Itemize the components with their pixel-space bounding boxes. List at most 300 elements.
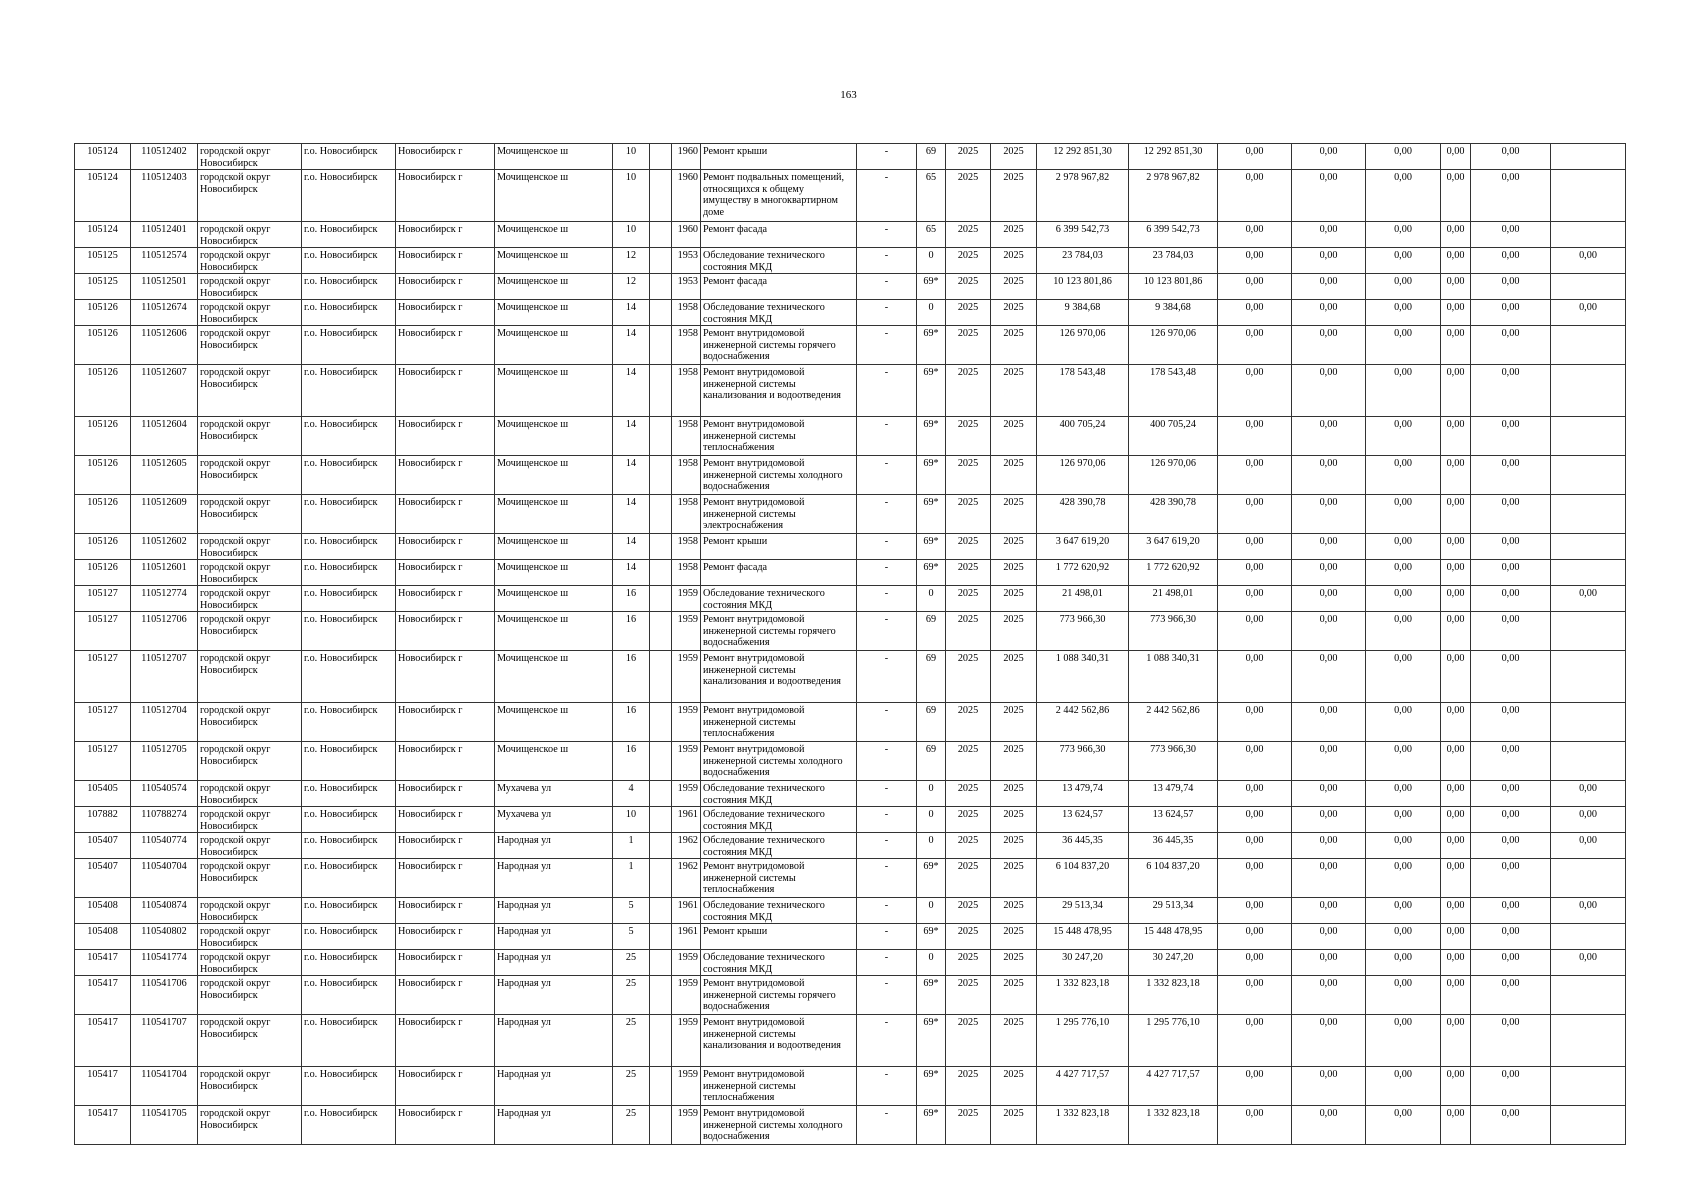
cell-urban-district: г.о. Новосибирск	[302, 365, 396, 417]
cell-street: Народная ул	[495, 976, 613, 1015]
cell-wear-percent: 69*	[917, 534, 946, 560]
cell-year-start: 2025	[946, 274, 991, 300]
cell-year-start: 2025	[946, 703, 991, 742]
cell-work-type: Ремонт внутридомовой инженерной системы горячего водоснабжения	[701, 976, 857, 1015]
cell-dash: -	[857, 950, 917, 976]
cell-house-number: 1	[613, 859, 650, 898]
cell-year-end: 2025	[991, 742, 1037, 781]
cell-record-id: 105124	[75, 222, 131, 248]
cell-street: Мочищенское ш	[495, 651, 613, 703]
cell-city: Новосибирск г	[396, 1015, 495, 1067]
cell-regional: 0,00	[1292, 274, 1366, 300]
cell-extra	[1551, 326, 1626, 365]
cell-owners: 0,00	[1441, 950, 1471, 976]
cell-local: 0,00	[1366, 248, 1441, 274]
cell-regional: 0,00	[1292, 924, 1366, 950]
cell-extra	[1551, 703, 1626, 742]
cell-record-id: 105126	[75, 300, 131, 326]
cell-city: Новосибирск г	[396, 417, 495, 456]
cell-local: 0,00	[1366, 495, 1441, 534]
cell-work-type: Обследование технического состояния МКД	[701, 898, 857, 924]
cell-work-code: 110540574	[131, 781, 198, 807]
cell-house-number: 10	[613, 222, 650, 248]
cell-work-type: Ремонт фасада	[701, 560, 857, 586]
cell-record-id: 105127	[75, 586, 131, 612]
cell-city: Новосибирск г	[396, 144, 495, 170]
cell-record-id: 105408	[75, 924, 131, 950]
cell-wear-percent: 69	[917, 651, 946, 703]
cell-house-number: 14	[613, 495, 650, 534]
cell-wear-percent: 0	[917, 807, 946, 833]
cell-municipality: городской округ Новосибирск	[198, 170, 302, 222]
cell-owners: 0,00	[1441, 417, 1471, 456]
cell-urban-district: г.о. Новосибирск	[302, 1106, 396, 1145]
cell-house-number: 12	[613, 274, 650, 300]
cell-other: 0,00	[1471, 495, 1551, 534]
cell-house-number: 25	[613, 1015, 650, 1067]
cell-city: Новосибирск г	[396, 326, 495, 365]
table-body	[75, 144, 1626, 1145]
cell-total-cost: 773 966,30	[1037, 742, 1129, 781]
cell-record-id: 105126	[75, 560, 131, 586]
cell-work-type: Ремонт внутридомовой инженерной системы теплоснабжения	[701, 703, 857, 742]
cell-building	[650, 612, 672, 651]
cell-street: Мочищенское ш	[495, 560, 613, 586]
cell-total-cost: 400 705,24	[1037, 417, 1129, 456]
cell-regional: 0,00	[1292, 1067, 1366, 1106]
cell-other: 0,00	[1471, 807, 1551, 833]
cell-build-year: 1953	[672, 274, 701, 300]
cell-municipality: городской округ Новосибирск	[198, 534, 302, 560]
cell-regional: 0,00	[1292, 495, 1366, 534]
cell-other: 0,00	[1471, 781, 1551, 807]
cell-street: Народная ул	[495, 950, 613, 976]
cell-total-cost: 10 123 801,86	[1037, 274, 1129, 300]
cell-work-code: 110540802	[131, 924, 198, 950]
cell-regional: 0,00	[1292, 365, 1366, 417]
cell-wear-percent: 0	[917, 833, 946, 859]
cell-urban-district: г.о. Новосибирск	[302, 742, 396, 781]
cell-dash: -	[857, 651, 917, 703]
cell-year-end: 2025	[991, 365, 1037, 417]
cell-federal: 0,00	[1218, 950, 1292, 976]
cell-record-id: 105124	[75, 170, 131, 222]
cell-year-end: 2025	[991, 833, 1037, 859]
cell-local: 0,00	[1366, 326, 1441, 365]
cell-work-type: Ремонт внутридомовой инженерной системы горячего водоснабжения	[701, 612, 857, 651]
cell-regional: 0,00	[1292, 417, 1366, 456]
cell-total-cost: 126 970,06	[1037, 326, 1129, 365]
cell-city: Новосибирск г	[396, 898, 495, 924]
table-row	[75, 612, 1626, 651]
cell-dash: -	[857, 534, 917, 560]
cell-building	[650, 248, 672, 274]
cell-building	[650, 703, 672, 742]
cell-work-type: Обследование технического состояния МКД	[701, 781, 857, 807]
cell-fund-cost: 15 448 478,95	[1129, 924, 1218, 950]
cell-other: 0,00	[1471, 1015, 1551, 1067]
cell-wear-percent: 69	[917, 144, 946, 170]
cell-house-number: 14	[613, 326, 650, 365]
table-row	[75, 703, 1626, 742]
cell-urban-district: г.о. Новосибирск	[302, 859, 396, 898]
cell-street: Мочищенское ш	[495, 326, 613, 365]
cell-fund-cost: 1 088 340,31	[1129, 651, 1218, 703]
cell-owners: 0,00	[1441, 703, 1471, 742]
cell-dash: -	[857, 612, 917, 651]
table-row	[75, 1106, 1626, 1145]
cell-federal: 0,00	[1218, 703, 1292, 742]
cell-urban-district: г.о. Новосибирск	[302, 807, 396, 833]
cell-urban-district: г.о. Новосибирск	[302, 612, 396, 651]
cell-extra	[1551, 924, 1626, 950]
cell-municipality: городской округ Новосибирск	[198, 1067, 302, 1106]
cell-work-code: 110541706	[131, 976, 198, 1015]
cell-build-year: 1958	[672, 495, 701, 534]
cell-other: 0,00	[1471, 651, 1551, 703]
cell-year-start: 2025	[946, 248, 991, 274]
cell-house-number: 10	[613, 144, 650, 170]
cell-record-id: 105417	[75, 1015, 131, 1067]
cell-municipality: городской округ Новосибирск	[198, 495, 302, 534]
cell-build-year: 1960	[672, 170, 701, 222]
cell-local: 0,00	[1366, 651, 1441, 703]
cell-building	[650, 807, 672, 833]
cell-local: 0,00	[1366, 560, 1441, 586]
cell-regional: 0,00	[1292, 898, 1366, 924]
cell-year-start: 2025	[946, 300, 991, 326]
cell-record-id: 105127	[75, 651, 131, 703]
cell-building	[650, 170, 672, 222]
cell-owners: 0,00	[1441, 859, 1471, 898]
cell-building	[650, 950, 672, 976]
cell-building	[650, 1067, 672, 1106]
cell-building	[650, 586, 672, 612]
cell-work-code: 110512674	[131, 300, 198, 326]
cell-local: 0,00	[1366, 612, 1441, 651]
cell-municipality: городской округ Новосибирск	[198, 1106, 302, 1145]
cell-work-type: Ремонт фасада	[701, 274, 857, 300]
cell-work-type: Ремонт внутридомовой инженерной системы холодного водоснабжения	[701, 456, 857, 495]
cell-urban-district: г.о. Новосибирск	[302, 781, 396, 807]
cell-urban-district: г.о. Новосибирск	[302, 456, 396, 495]
cell-federal: 0,00	[1218, 274, 1292, 300]
cell-federal: 0,00	[1218, 859, 1292, 898]
cell-wear-percent: 69*	[917, 859, 946, 898]
cell-building	[650, 560, 672, 586]
cell-year-start: 2025	[946, 781, 991, 807]
cell-owners: 0,00	[1441, 1015, 1471, 1067]
cell-extra	[1551, 1067, 1626, 1106]
cell-work-code: 110512602	[131, 534, 198, 560]
cell-street: Мочищенское ш	[495, 456, 613, 495]
cell-record-id: 105126	[75, 456, 131, 495]
cell-work-type: Ремонт подвальных помещений, относящихся к общему имуществу в многоквартирном доме	[701, 170, 857, 222]
cell-local: 0,00	[1366, 274, 1441, 300]
cell-record-id: 105417	[75, 1106, 131, 1145]
cell-building	[650, 274, 672, 300]
cell-house-number: 14	[613, 456, 650, 495]
cell-street: Народная ул	[495, 1015, 613, 1067]
cell-house-number: 14	[613, 300, 650, 326]
cell-city: Новосибирск г	[396, 1067, 495, 1106]
table-row	[75, 365, 1626, 417]
cell-building	[650, 144, 672, 170]
cell-total-cost: 36 445,35	[1037, 833, 1129, 859]
cell-local: 0,00	[1366, 833, 1441, 859]
cell-building	[650, 924, 672, 950]
cell-year-end: 2025	[991, 560, 1037, 586]
cell-fund-cost: 36 445,35	[1129, 833, 1218, 859]
cell-record-id: 105126	[75, 326, 131, 365]
cell-city: Новосибирск г	[396, 976, 495, 1015]
cell-local: 0,00	[1366, 534, 1441, 560]
cell-record-id: 105127	[75, 612, 131, 651]
cell-extra: 0,00	[1551, 950, 1626, 976]
cell-extra	[1551, 1015, 1626, 1067]
cell-extra	[1551, 222, 1626, 248]
cell-other: 0,00	[1471, 1106, 1551, 1145]
cell-building	[650, 534, 672, 560]
cell-dash: -	[857, 170, 917, 222]
cell-municipality: городской округ Новосибирск	[198, 781, 302, 807]
table-row	[75, 586, 1626, 612]
cell-other: 0,00	[1471, 833, 1551, 859]
cell-fund-cost: 10 123 801,86	[1129, 274, 1218, 300]
cell-record-id: 105126	[75, 365, 131, 417]
cell-fund-cost: 126 970,06	[1129, 326, 1218, 365]
cell-total-cost: 773 966,30	[1037, 612, 1129, 651]
cell-year-start: 2025	[946, 1015, 991, 1067]
cell-municipality: городской округ Новосибирск	[198, 807, 302, 833]
cell-city: Новосибирск г	[396, 742, 495, 781]
cell-year-end: 2025	[991, 924, 1037, 950]
cell-total-cost: 1 332 823,18	[1037, 976, 1129, 1015]
cell-year-end: 2025	[991, 1067, 1037, 1106]
cell-regional: 0,00	[1292, 950, 1366, 976]
cell-other: 0,00	[1471, 248, 1551, 274]
cell-federal: 0,00	[1218, 612, 1292, 651]
cell-street: Народная ул	[495, 1067, 613, 1106]
cell-municipality: городской округ Новосибирск	[198, 924, 302, 950]
cell-municipality: городской округ Новосибирск	[198, 365, 302, 417]
cell-local: 0,00	[1366, 924, 1441, 950]
cell-urban-district: г.о. Новосибирск	[302, 170, 396, 222]
cell-urban-district: г.о. Новосибирск	[302, 248, 396, 274]
cell-fund-cost: 1 332 823,18	[1129, 1106, 1218, 1145]
cell-municipality: городской округ Новосибирск	[198, 898, 302, 924]
cell-owners: 0,00	[1441, 300, 1471, 326]
cell-work-code: 110512706	[131, 612, 198, 651]
cell-year-end: 2025	[991, 534, 1037, 560]
cell-work-type: Ремонт фасада	[701, 222, 857, 248]
cell-street: Мочищенское ш	[495, 274, 613, 300]
cell-urban-district: г.о. Новосибирск	[302, 560, 396, 586]
cell-regional: 0,00	[1292, 222, 1366, 248]
cell-street: Мухачева ул	[495, 781, 613, 807]
cell-work-type: Ремонт внутридомовой инженерной системы горячего водоснабжения	[701, 326, 857, 365]
cell-federal: 0,00	[1218, 222, 1292, 248]
cell-municipality: городской округ Новосибирск	[198, 742, 302, 781]
cell-municipality: городской округ Новосибирск	[198, 326, 302, 365]
cell-fund-cost: 428 390,78	[1129, 495, 1218, 534]
cell-year-end: 2025	[991, 976, 1037, 1015]
cell-owners: 0,00	[1441, 612, 1471, 651]
cell-dash: -	[857, 586, 917, 612]
cell-owners: 0,00	[1441, 1106, 1471, 1145]
cell-dash: -	[857, 326, 917, 365]
cell-municipality: городской округ Новосибирск	[198, 248, 302, 274]
cell-record-id: 105408	[75, 898, 131, 924]
cell-street: Мочищенское ш	[495, 300, 613, 326]
cell-total-cost: 21 498,01	[1037, 586, 1129, 612]
cell-fund-cost: 23 784,03	[1129, 248, 1218, 274]
cell-house-number: 14	[613, 365, 650, 417]
cell-dash: -	[857, 456, 917, 495]
cell-regional: 0,00	[1292, 859, 1366, 898]
cell-total-cost: 1 088 340,31	[1037, 651, 1129, 703]
cell-work-code: 110512704	[131, 703, 198, 742]
cell-year-start: 2025	[946, 924, 991, 950]
cell-year-end: 2025	[991, 651, 1037, 703]
cell-record-id: 105417	[75, 950, 131, 976]
cell-build-year: 1958	[672, 365, 701, 417]
cell-year-end: 2025	[991, 898, 1037, 924]
cell-federal: 0,00	[1218, 495, 1292, 534]
cell-fund-cost: 1 772 620,92	[1129, 560, 1218, 586]
cell-extra	[1551, 742, 1626, 781]
cell-regional: 0,00	[1292, 326, 1366, 365]
cell-extra	[1551, 495, 1626, 534]
cell-year-end: 2025	[991, 1106, 1037, 1145]
cell-year-start: 2025	[946, 456, 991, 495]
cell-local: 0,00	[1366, 586, 1441, 612]
cell-year-end: 2025	[991, 859, 1037, 898]
cell-federal: 0,00	[1218, 898, 1292, 924]
cell-city: Новосибирск г	[396, 534, 495, 560]
cell-work-type: Ремонт крыши	[701, 924, 857, 950]
cell-other: 0,00	[1471, 326, 1551, 365]
cell-other: 0,00	[1471, 144, 1551, 170]
cell-federal: 0,00	[1218, 456, 1292, 495]
cell-urban-district: г.о. Новосибирск	[302, 222, 396, 248]
cell-federal: 0,00	[1218, 833, 1292, 859]
cell-house-number: 25	[613, 1106, 650, 1145]
cell-city: Новосибирск г	[396, 560, 495, 586]
cell-municipality: городской округ Новосибирск	[198, 833, 302, 859]
cell-extra: 0,00	[1551, 248, 1626, 274]
cell-work-code: 110541707	[131, 1015, 198, 1067]
cell-street: Мочищенское ш	[495, 222, 613, 248]
cell-fund-cost: 12 292 851,30	[1129, 144, 1218, 170]
cell-total-cost: 4 427 717,57	[1037, 1067, 1129, 1106]
cell-house-number: 25	[613, 950, 650, 976]
cell-build-year: 1959	[672, 703, 701, 742]
cell-work-code: 110788274	[131, 807, 198, 833]
cell-year-end: 2025	[991, 703, 1037, 742]
cell-street: Народная ул	[495, 898, 613, 924]
cell-dash: -	[857, 1067, 917, 1106]
cell-year-end: 2025	[991, 326, 1037, 365]
cell-extra	[1551, 456, 1626, 495]
cell-regional: 0,00	[1292, 703, 1366, 742]
cell-wear-percent: 65	[917, 170, 946, 222]
cell-local: 0,00	[1366, 859, 1441, 898]
cell-street: Мочищенское ш	[495, 170, 613, 222]
cell-work-code: 110512605	[131, 456, 198, 495]
cell-house-number: 5	[613, 924, 650, 950]
cell-urban-district: г.о. Новосибирск	[302, 924, 396, 950]
cell-building	[650, 495, 672, 534]
cell-city: Новосибирск г	[396, 703, 495, 742]
cell-city: Новосибирск г	[396, 807, 495, 833]
cell-regional: 0,00	[1292, 612, 1366, 651]
cell-year-start: 2025	[946, 417, 991, 456]
cell-owners: 0,00	[1441, 170, 1471, 222]
cell-work-type: Ремонт внутридомовой инженерной системы холодного водоснабжения	[701, 1106, 857, 1145]
cell-dash: -	[857, 300, 917, 326]
cell-house-number: 14	[613, 560, 650, 586]
cell-building	[650, 326, 672, 365]
cell-federal: 0,00	[1218, 326, 1292, 365]
cell-dash: -	[857, 976, 917, 1015]
cell-urban-district: г.о. Новосибирск	[302, 144, 396, 170]
cell-year-end: 2025	[991, 495, 1037, 534]
cell-work-type: Ремонт внутридомовой инженерной системы электроснабжения	[701, 495, 857, 534]
cell-house-number: 1	[613, 833, 650, 859]
cell-record-id: 105124	[75, 144, 131, 170]
cell-urban-district: г.о. Новосибирск	[302, 1067, 396, 1106]
cell-extra	[1551, 170, 1626, 222]
cell-build-year: 1960	[672, 144, 701, 170]
cell-city: Новосибирск г	[396, 612, 495, 651]
cell-street: Мочищенское ш	[495, 534, 613, 560]
cell-city: Новосибирск г	[396, 365, 495, 417]
cell-fund-cost: 4 427 717,57	[1129, 1067, 1218, 1106]
cell-city: Новосибирск г	[396, 222, 495, 248]
cell-owners: 0,00	[1441, 534, 1471, 560]
cell-federal: 0,00	[1218, 300, 1292, 326]
cell-owners: 0,00	[1441, 976, 1471, 1015]
cell-urban-district: г.о. Новосибирск	[302, 950, 396, 976]
cell-wear-percent: 69*	[917, 976, 946, 1015]
cell-year-start: 2025	[946, 326, 991, 365]
cell-year-end: 2025	[991, 1015, 1037, 1067]
cell-house-number: 10	[613, 170, 650, 222]
cell-federal: 0,00	[1218, 534, 1292, 560]
cell-extra	[1551, 976, 1626, 1015]
cell-other: 0,00	[1471, 950, 1551, 976]
cell-owners: 0,00	[1441, 560, 1471, 586]
cell-federal: 0,00	[1218, 365, 1292, 417]
cell-wear-percent: 0	[917, 586, 946, 612]
cell-work-type: Обследование технического состояния МКД	[701, 300, 857, 326]
cell-building	[650, 898, 672, 924]
cell-house-number: 12	[613, 248, 650, 274]
cell-work-code: 110512401	[131, 222, 198, 248]
cell-total-cost: 1 772 620,92	[1037, 560, 1129, 586]
cell-record-id: 105417	[75, 1067, 131, 1106]
cell-other: 0,00	[1471, 859, 1551, 898]
cell-regional: 0,00	[1292, 534, 1366, 560]
cell-extra	[1551, 1106, 1626, 1145]
cell-urban-district: г.о. Новосибирск	[302, 495, 396, 534]
cell-city: Новосибирск г	[396, 833, 495, 859]
cell-other: 0,00	[1471, 534, 1551, 560]
cell-federal: 0,00	[1218, 144, 1292, 170]
cell-local: 0,00	[1366, 144, 1441, 170]
table-row	[75, 781, 1626, 807]
